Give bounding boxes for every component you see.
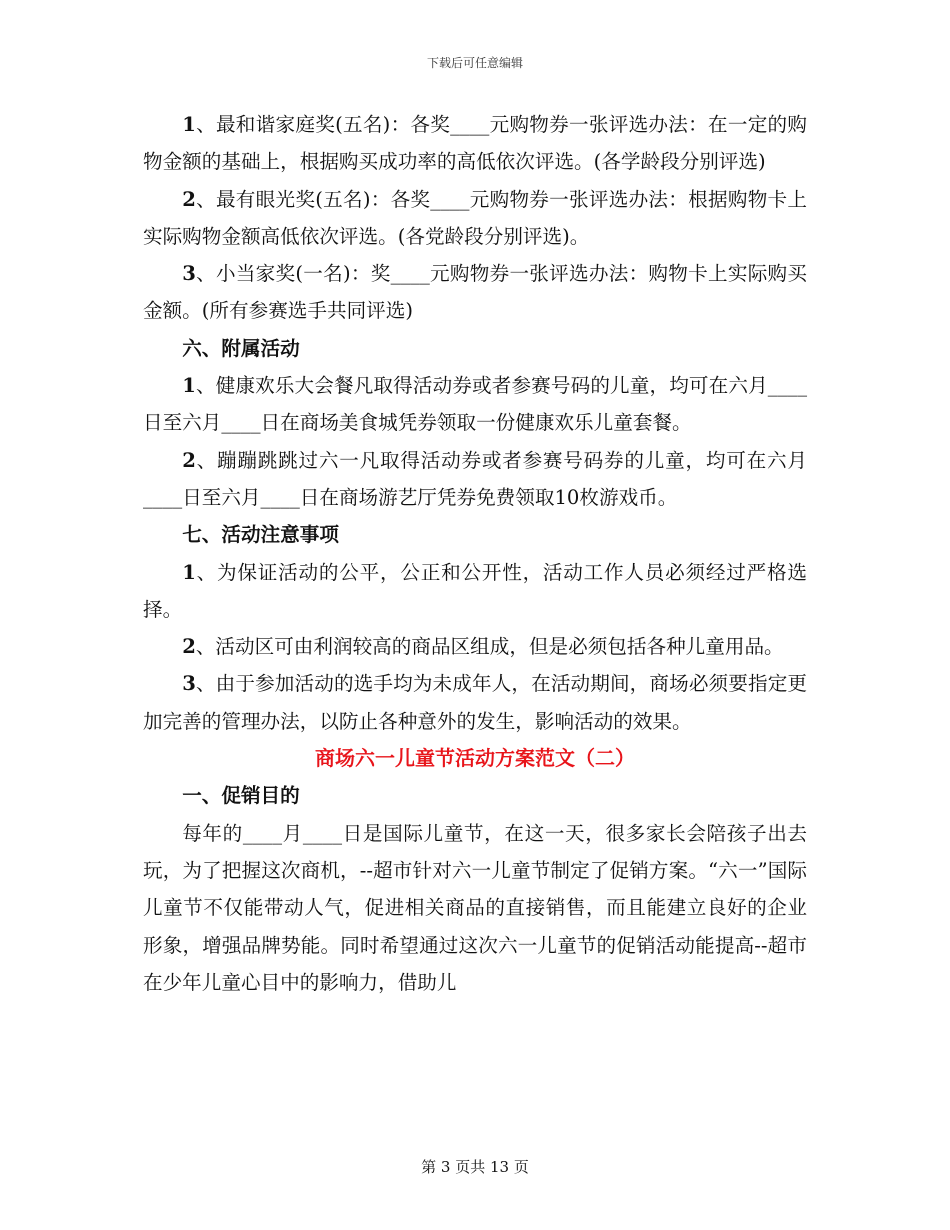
- notice-item-3: [143, 665, 807, 740]
- item-text: 、健康欢乐大会餐凡取得活动券或者参赛号码的儿童，均可在六月____日至六月____日在商场美食城凭券领取一份健康欢乐儿童套餐。: [143, 374, 807, 435]
- promotion-purpose-paragraph: 每年的____月____日是国际儿童节，在这一天，很多家长会陪孩子出去玩，为了把握这次商机，--超市针对六一儿童节制定了促销方案。“六一”国际儿童节不仅能带动人气，促进相关商品的直接销售，而且能建立良好的企业形象，增强品牌势能。同时希望通过这次六一儿童节的促销活动能提高--超市在少年儿童心目中的影响力，借助儿: [143, 821, 807, 994]
- section-heading-1: 一、促销目的: [182, 784, 300, 808]
- notice-item-2: [143, 628, 807, 665]
- side-activity-2: [143, 442, 807, 517]
- notice-item-1: [143, 554, 807, 629]
- item-text: 、小当家奖(一名)：奖____元购物券一张评选办法：购物卡上实际购买金额。(所有参赛选手共同评选): [143, 262, 807, 323]
- award-item-1: [143, 106, 807, 181]
- item-text: 、蹦蹦跳跳过六一凡取得活动券或者参赛号码券的儿童，均可在六月____日至六月____日在商场游艺厅凭券免费领取10枚游戏币。: [143, 448, 807, 509]
- item-number: 2: [182, 448, 196, 472]
- item-number: 2: [182, 187, 196, 211]
- document-body: [143, 106, 807, 1001]
- item-number: 3: [182, 262, 196, 286]
- item-text: 、最有眼光奖(五名)：各奖____元购物券一张评选办法：根据购物卡上实际购物金额高低依次评选。(各党龄段分别评选)。: [143, 187, 807, 248]
- item-number: 2: [182, 635, 196, 659]
- document-section-title: 商场六一儿童节活动方案范文（二）: [315, 746, 635, 771]
- item-number: 1: [182, 374, 196, 398]
- page-header: 下载后可任意编辑: [426, 56, 523, 70]
- side-activity-1: [143, 367, 807, 442]
- item-number: 3: [182, 672, 196, 696]
- page-footer: 第 3 页共 13 页: [421, 1158, 529, 1176]
- section-heading-7: 七、活动注意事项: [182, 523, 339, 547]
- award-item-2: [143, 181, 807, 256]
- item-number: 1: [182, 113, 196, 136]
- item-text: 、最和谐家庭奖(五名)：各奖____元购物券一张评选办法：在一定的购物金额的基础上，根据购买成功率的高低依次评选。(各学龄段分别评选): [143, 113, 807, 174]
- item-number: 1: [182, 560, 196, 584]
- item-text: 、由于参加活动的选手均为未成年人，在活动期间，商场必须要指定更加完善的管理办法，以防止各种意外的发生，影响活动的效果。: [143, 672, 807, 733]
- item-text: 、活动区可由利润较高的商品区组成，但是必须包括各种儿童用品。: [195, 635, 784, 659]
- award-item-3: [143, 255, 807, 330]
- section-heading-6: 六、附属活动: [182, 336, 300, 360]
- item-text: 、为保证活动的公平，公正和公开性，活动工作人员必须经过严格选择。: [143, 560, 807, 621]
